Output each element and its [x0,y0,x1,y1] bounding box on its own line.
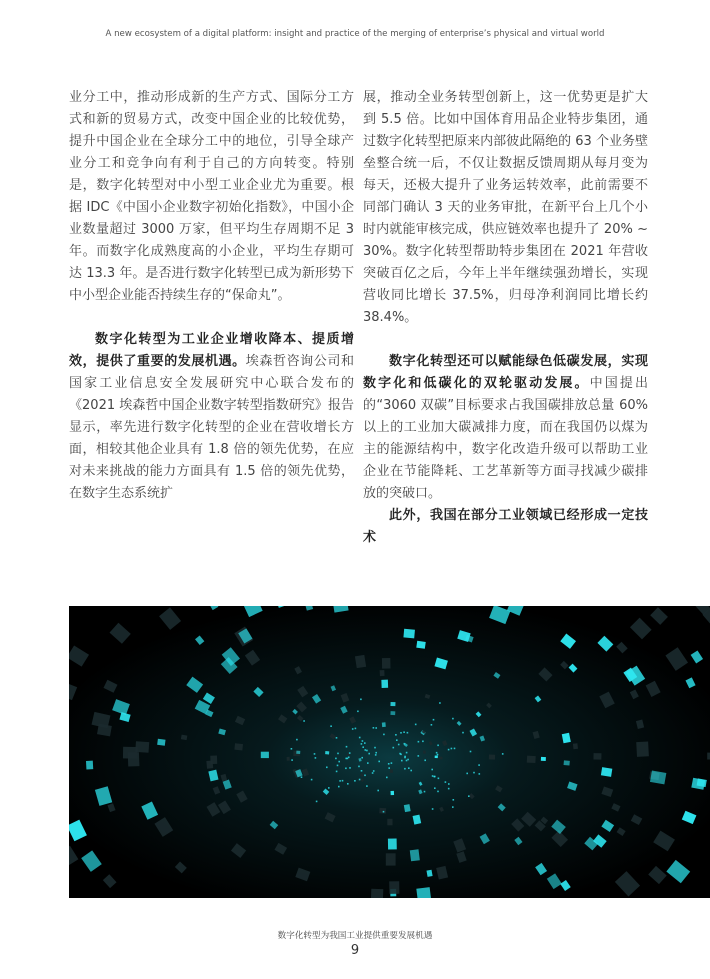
glowing-cube [388,839,397,850]
glowing-cube [404,804,411,812]
dark-cube [387,819,392,826]
right-paragraph-1: 展，推动全业务转型创新上，这一优势更是扩大到 5.5 倍。比如中国体育用品企业特步集团，通过数字化转型把原来内部彼此隔绝的 63 个业务壁垒整合统一后，不仅让数据反馈周期从每月变为每天，还极大提升了业务运转效率，此前需要不同部门确认 3 天的业务审批，在新平台上几个小时内就能审核完成，供应链效率也提升了 20% ~ 30%。数字化转型帮助特步集团在 2021 年营收突破百亿之后，今年上半年继续强劲增长，实现营收同比增长 37.5%，归母净利润同比增长约 38.4%。 [363,90,648,325]
light-particle [326,767,328,769]
light-particle [437,745,439,747]
light-particle [338,786,340,788]
light-particle [439,702,441,704]
left-paragraph-2-body: 埃森哲咨询公司和国家工业信息安全发展研究中心联合发布的《2021 埃森哲中国企业数字转型指数研究》报告显示，率先进行数字化转型的企业在营收增长方面，相较其他企业具有 1.8 倍的领先优势，在应对未来挑战的能力方面具有 1.5 倍的领先优势，在数字生态系统扩 [69,354,354,501]
dark-cube [135,741,149,753]
dark-cube [210,755,217,764]
left-paragraph-2-lead: 数字化转型为工业企业增收降本、提质增效，提供了重要的发展机遇。 [69,332,354,369]
light-particle [357,711,359,713]
light-particle [404,743,406,745]
light-particle [347,758,349,760]
light-particle [328,787,330,789]
light-particle [403,731,405,733]
light-particle [359,779,361,781]
light-particle [355,728,357,730]
light-particle [418,755,420,757]
light-particle [448,783,450,785]
light-particle [375,754,377,756]
light-particle [462,732,464,734]
light-particle [366,785,368,787]
light-particle [434,787,436,789]
light-particle [436,752,438,754]
light-particle [296,739,298,741]
light-particle [359,737,361,739]
light-particle [468,795,470,797]
light-particle [407,759,409,761]
light-particle [383,811,385,813]
glowing-cube [391,791,395,795]
light-particle [362,746,364,748]
light-particle [366,750,368,752]
light-particle [345,768,347,770]
left-paragraph-1: 业分工中，推动形成新的生产方式、国际分工方式和新的贸易方式，改变中国企业的比较优势，提升中国企业在全球分工中的地位，引导全球产业分工和竞争向有利于自己的方向转变。特别是，数字化转型对中小型工业企业尤为重要。根据 IDC《中国小企业数字初始化指数》，中国小企业数量超过 3000 万家，但平均生存周期不足 3 年。而数字化成熟度高的小企业，平均生存期可达 13.3 年。是否进行数字化转型已成为新形势下中小型企业能否持续生存的“保命丸”。 [69,90,354,303]
light-particle [335,758,337,760]
light-particle [448,749,450,751]
page-number: 9 [350,943,360,958]
light-particle [336,771,338,773]
light-particle [433,719,435,721]
light-particle [349,767,351,769]
dark-cube [382,658,391,669]
light-particle [388,767,390,769]
dark-cube [380,670,385,676]
right-column [363,87,648,549]
dark-cube [636,742,649,757]
light-particle [364,775,366,777]
light-particle [373,770,375,772]
light-particle [354,780,356,782]
light-particle [315,757,317,759]
light-particle [338,761,340,763]
light-particle [349,752,351,754]
light-particle [432,775,434,777]
dark-cube [123,747,138,759]
dark-cube [593,753,601,760]
light-particle [303,720,305,722]
light-particle [470,751,472,753]
light-particle [377,790,379,792]
light-particle [408,767,410,769]
dark-cube [489,754,495,759]
light-particle [393,747,395,749]
dark-cube [371,889,383,898]
digital-tunnel-image [69,606,710,898]
light-particle [375,752,377,754]
glowing-cube [390,702,395,706]
light-particle [346,746,348,748]
light-particle [358,766,360,768]
light-particle [404,756,406,758]
light-particle [395,734,397,736]
light-particle [404,768,406,770]
light-particle [438,778,440,780]
light-particle [337,765,339,767]
light-particle [401,760,403,762]
light-particle [362,740,364,742]
dark-cube [573,743,578,749]
light-particle [424,791,426,793]
light-particle [437,791,439,793]
light-particle [368,753,370,755]
light-particle [434,776,436,778]
running-header: A new ecosystem of a digital platform: insight and practice of the merging of enterprise’s physical and virtual world [105,29,605,39]
light-particle [445,781,447,783]
light-particle [361,743,363,745]
glowing-cube [541,757,546,761]
light-particle [448,788,450,790]
dark-cube [386,853,396,865]
light-particle [347,783,349,785]
glowing-cube [296,751,300,754]
figure-caption: 数字化转型为我国工业提供重要发展机遇 [277,931,433,941]
light-particle [453,799,455,801]
light-particle [431,724,433,726]
glowing-cube [86,761,93,770]
dark-cube [527,756,536,763]
light-particle [396,739,398,741]
light-particle [311,779,313,781]
light-particle [374,747,376,749]
glowing-cube [564,760,570,765]
light-particle [406,760,408,762]
glowing-cube [261,752,269,758]
dark-cube [439,757,443,760]
left-paragraph-2 [69,329,354,505]
glowing-cube [390,711,395,715]
light-particle [432,808,434,810]
light-particle [365,749,367,751]
right-paragraph-2-body: 中国提出的“3060 双碳”目标要求占我国碳排放总量 60% 以上的工业加大碳减排力度，而在我国仍以煤为主的能源结构中，数字化改造升级可以帮助工业企业在节能降耗、工艺革新等方面寻找减少碳排放的突破口。 [363,376,648,501]
light-particle [473,772,475,774]
glowing-cube [410,849,420,861]
dark-cube [287,757,290,761]
light-particle [479,773,481,775]
light-particle [400,732,402,734]
left-column [69,87,354,505]
light-particle [314,753,316,755]
light-particle [339,780,341,782]
light-particle [330,725,332,727]
light-particle [452,806,454,808]
light-particle [418,741,420,743]
light-particle [383,734,385,736]
light-particle [337,753,339,755]
glowing-cube [601,767,612,777]
light-particle [406,752,408,754]
light-particle [437,754,439,756]
light-particle [367,762,369,764]
light-particle [361,770,363,772]
light-particle [342,780,344,782]
light-particle [352,728,354,730]
light-particle [424,760,426,762]
light-particle [372,772,374,774]
dark-cube [390,769,393,773]
light-particle [431,769,433,771]
light-particle [454,748,456,750]
right-paragraph-3-lead: 此外，我国在部分工业领域已经形成一定技术 [363,508,648,545]
light-particle [388,763,390,765]
glowing-cube [416,887,431,898]
light-particle [398,744,400,746]
glowing-cube [381,680,388,688]
glowing-cube [697,778,707,787]
right-paragraph-3 [363,505,648,549]
dark-cube [389,881,399,894]
dark-cube [355,655,366,668]
light-particle [400,754,402,756]
light-particle [422,741,424,743]
glowing-cube [435,756,438,759]
light-particle [415,724,417,726]
glowing-cube [416,641,425,649]
light-particle [364,742,366,744]
light-particle [502,753,504,755]
light-particle [291,759,293,761]
glowing-cube [157,739,165,746]
light-particle [391,762,393,764]
light-particle [451,748,453,750]
light-particle [386,777,388,779]
light-particle [407,732,409,734]
light-particle [378,761,380,763]
light-particle [316,801,318,803]
light-particle [478,764,480,766]
dark-cube [379,808,386,814]
light-particle [301,776,303,778]
glowing-cube [382,722,386,727]
dark-cube [234,743,243,750]
light-particle [360,699,362,701]
light-particle [336,737,338,739]
digital-tunnel-illustration [69,606,710,898]
glowing-cube [325,751,329,754]
glowing-cube [403,629,415,639]
light-particle [373,727,375,729]
light-particle [361,757,363,759]
light-particle [452,718,454,720]
light-particle [375,727,377,729]
light-particle [466,773,468,775]
right-paragraph-2 [363,351,648,505]
light-particle [410,770,412,772]
light-particle [291,748,293,750]
right-paragraph-2-lead: 数字化转型还可以赋能绿色低碳发展，实现数字化和低碳化的双轮驱动发展。 [363,354,648,391]
